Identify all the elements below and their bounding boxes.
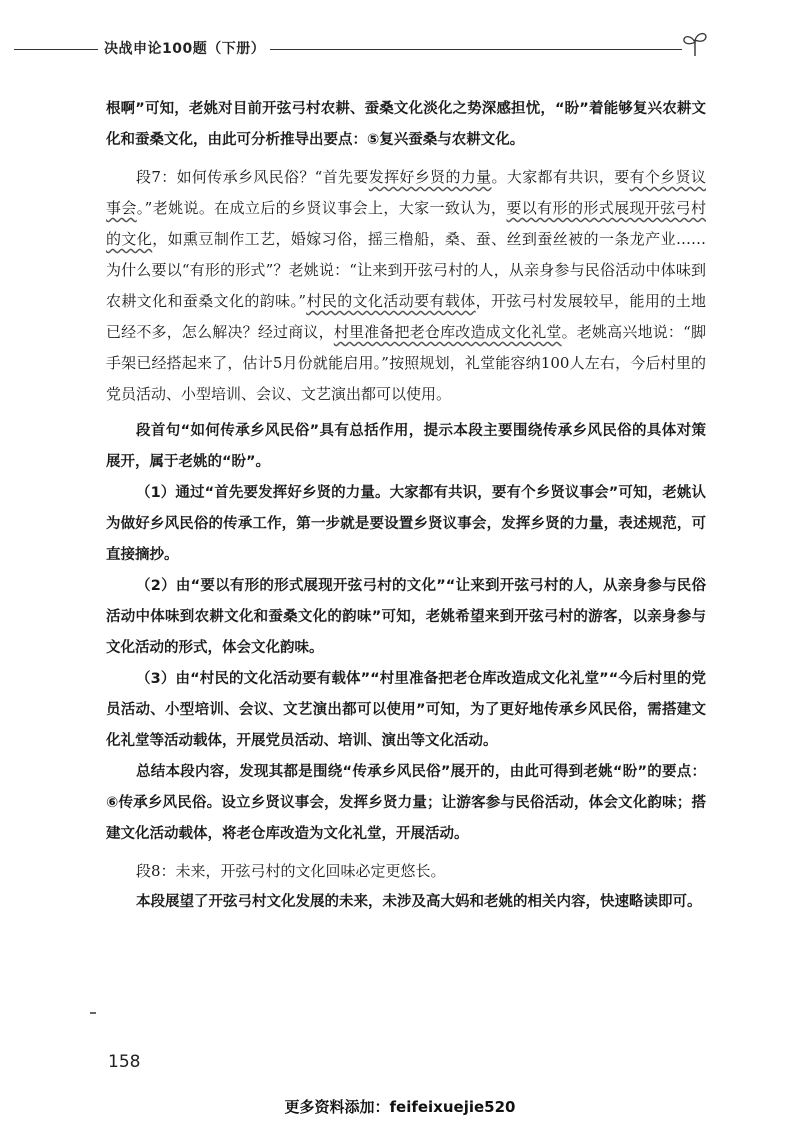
p7-text-2: 。大家都有共识，要 [491, 168, 630, 186]
analysis-point-3: （3）由“村民的文化活动要有载体”“村里准备把老仓库改造成文化礼堂”“今后村里的党员活动、小型培训、会议、文艺演出都可以使用”可知，为了更好地传承乡风民俗，需搭建文化礼堂等活动载体，开展党员活动、培训、演出等文化活动。 [106, 671, 706, 749]
footer-promo-text: 更多资料添加：feifeixuejie520 [284, 1098, 516, 1116]
analysis-point-2: （2）由“要以有形的形式展现开弦弓村的文化”“让来到开弦弓村的人，从亲身参与民俗活动中体味到农耕文化和蚕桑文化的韵味”可知，老姚希望来到开弦弓村的游客，以亲身参与文化活动的形式，体会文化韵味。 [106, 578, 706, 656]
p7-underline-1: 发挥好乡贤的力量 [368, 168, 492, 186]
p7-text-4: ，如熏豆制作工艺，婚嫁习俗，摇三橹船，桑、蚕、丝到蚕丝被的一条龙产业……为什么要以“有形的形式”？老姚说：“让来到开弦弓村的人，从亲身参与民俗活动中体味到农耕文化和蚕桑文化的韵味。” [106, 230, 706, 310]
p7-text-1: 段7：如何传承乡风民俗？“首先要 [136, 168, 369, 186]
header-rule-left [14, 49, 98, 50]
analysis-summary: 总结本段内容，发现其都是围绕“传承乡风民俗”展开的，由此可得到老姚“盼”的要点：⑥传承乡风民俗。设立乡贤议事会，发挥乡贤力量；让游客参与民俗活动，体会文化韵味；搭建文化活动载体，将老仓库改造为文化礼堂，开展活动。 [106, 764, 706, 842]
margin-mark [90, 1012, 96, 1014]
header-rule-right [270, 49, 682, 50]
analysis-point-1: （1）通过“首先要发挥好乡贤的力量。大家都有共识，要有个乡贤议事会”可知，老姚认为做好乡风民俗的传承工作，第一步就是要设置乡贤议事会，发挥乡贤的力量，表述规范，可直接摘抄。 [106, 485, 706, 563]
sprout-icon [680, 30, 710, 58]
source-paragraph-7 [106, 162, 706, 410]
analysis-paragraph-8: 本段展望了开弦弓村文化发展的未来，未涉及高大妈和老姚的相关内容，快速略读即可。 [136, 894, 702, 910]
p7-text-6: 。老姚高兴地说：“脚手架已经搭起来了，估计5月份就能启用。”按照规划，礼堂能容纳100人左右，今后村里的党员活动、小型培训、会议、文艺演出都可以使用。 [106, 323, 706, 403]
p7-underline-3: 要以有形的形式展现开弦弓村的文化 [106, 199, 706, 248]
source-paragraph-8: 段8：未来，开弦弓村的文化回味必定更悠长。 [136, 862, 446, 880]
analysis-lead: 段首句“如何传承乡风民俗”具有总括作用，提示本段主要围绕传承乡风民俗的具体对策展开，属于老姚的“盼”。 [106, 423, 706, 470]
p7-underline-4: 村民的文化活动要有载体 [306, 292, 476, 310]
p7-underline-2: 有个乡贤议事会 [106, 168, 706, 217]
page-number: 158 [108, 1052, 141, 1072]
p7-text-3: 。”老姚说。在成立后的乡贤议事会上，大家一致认为， [136, 199, 507, 217]
book-title: 决战申论100题（下册） [104, 41, 266, 57]
p7-underline-5: 村里准备把老仓库改造成文化礼堂 [333, 323, 562, 341]
page-body [106, 94, 706, 918]
p7-text-5: ，开弦弓村发展较早，能用的土地已经不多，怎么解决？经过商议， [106, 292, 706, 341]
running-header [0, 36, 800, 62]
intro-paragraph: 根啊”可知，老姚对目前开弦弓村农耕、蚕桑文化淡化之势深感担忧，“盼”着能够复兴农耕文化和蚕桑文化，由此可分析推导出要点：⑤复兴蚕桑与农耕文化。 [106, 101, 706, 148]
